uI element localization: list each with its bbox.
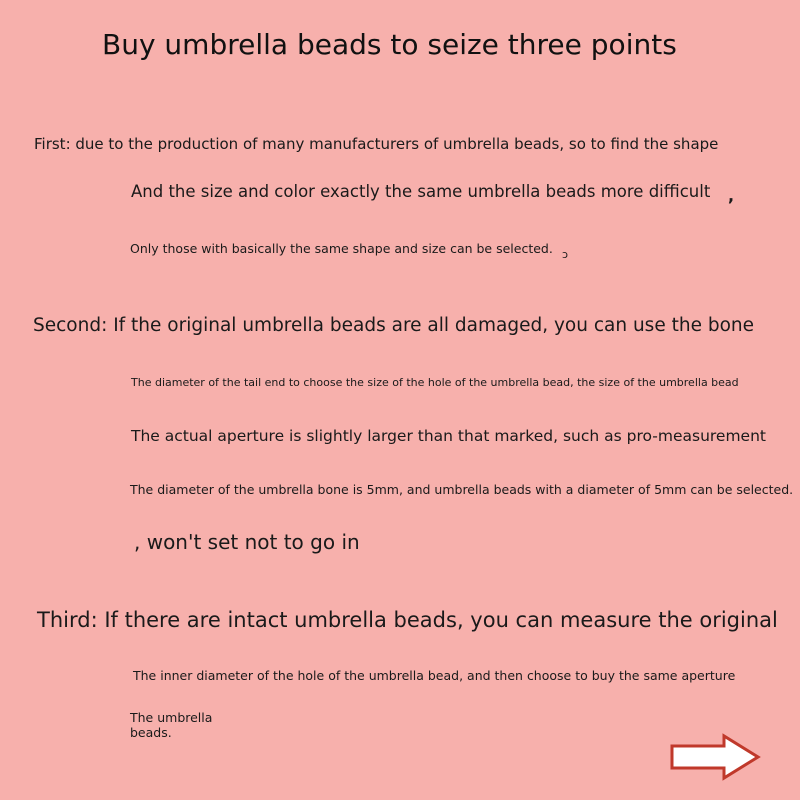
point-third-line-1: The inner diameter of the hole of the umbrella bead, and then choose to buy the same aperture (133, 668, 736, 683)
point-first-comma: , (728, 186, 735, 205)
point-third-line-2: The umbrella beads. (130, 710, 213, 740)
right-arrow-icon (668, 732, 762, 782)
point-first-line-2: And the size and color exactly the same umbrella beads more difficult (131, 182, 711, 201)
point-first-heading: First: due to the production of many manufacturers of umbrella beads, so to find the shape (34, 135, 719, 153)
point-second-heading: Second: If the original umbrella beads are all damaged, you can use the bone (33, 315, 754, 336)
point-second-line-4: , won't set not to go in (134, 530, 360, 554)
page-title: Buy umbrella beads to seize three points (102, 28, 677, 61)
point-second-line-1: The diameter of the tail end to choose the size of the hole of the umbrella bead, the size of the umbrella bead (131, 376, 739, 389)
point-first-note-mark: ɔ (562, 248, 569, 261)
point-second-line-3: The diameter of the umbrella bone is 5mm, and umbrella beads with a diameter of 5mm can be selected. (130, 482, 794, 497)
point-first-note: Only those with basically the same shape and size can be selected. (130, 241, 553, 256)
point-second-line-2: The actual aperture is slightly larger than that marked, such as pro-measurement (131, 427, 766, 445)
arrow-shape (672, 736, 758, 778)
point-third-heading: Third: If there are intact umbrella beads, you can measure the original (37, 608, 778, 632)
